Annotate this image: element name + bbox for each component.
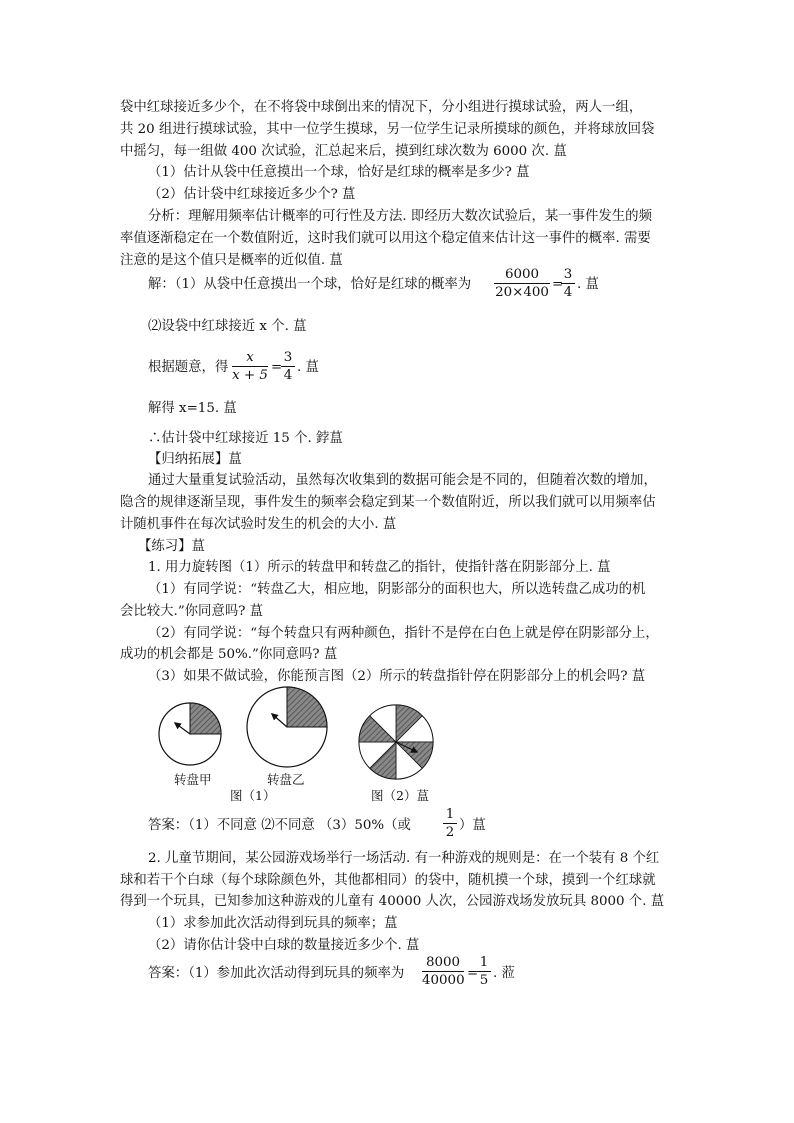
spinner-c-figure xyxy=(357,703,435,781)
solution-4: 解得 x=15. 蒀 xyxy=(148,401,237,416)
spinner-a-label: 转盘甲 xyxy=(174,772,212,787)
summary-line-2: 隐含的规律逐渐呈现，事件发生的频率会稳定到某一个数值附近，所以我们就可以用频率估 xyxy=(120,495,656,510)
spinner-a-figure xyxy=(158,696,228,766)
fraction-numerator: 1 xyxy=(477,954,491,972)
exercise-2b: （2）请你估计袋中白球的数量接近多少个. 蒀 xyxy=(148,938,420,953)
spinner-b-figure xyxy=(246,686,330,770)
solution-3-suffix: . 蒀 xyxy=(297,360,319,375)
solution-2: ⑵设袋中红球接近 x 个. 蒀 xyxy=(148,319,307,334)
fraction-numerator: 3 xyxy=(561,266,575,284)
exercise-2-line-3: 得到一个玩具，已知参加这种游戏的儿童有 40000 人次，公园游戏场发放玩具 8000 个. 蒀 xyxy=(120,894,665,909)
exercise-2-line-2: 球和若干个白球（每个球除颜色外，其他都相同）的袋中，随机摸一个球，摸到一个红球就 xyxy=(120,873,656,888)
fraction-numerator: 1 xyxy=(443,806,457,824)
summary-line-3: 计随机事件在每次试验时发生的机会的大小. 蒀 xyxy=(120,517,397,532)
solution-3-text: 根据题意，得 xyxy=(148,360,229,375)
answer-1-text: 答案：（1）不同意 ⑵不同意 （3）50%（或 xyxy=(148,818,411,833)
analysis-line-1: 分析：理解用频率估计概率的可行性及方法. 即经历大数次试验后，某一事件发生的频 xyxy=(148,209,652,224)
exercise-heading: 【练习】蒀 xyxy=(138,539,205,554)
fraction-8000-over-40000 xyxy=(422,954,464,989)
equals-sign: = xyxy=(467,966,479,981)
fraction-1-over-2 xyxy=(443,806,457,841)
fraction-3-over-4 xyxy=(281,349,295,384)
fraction-numerator: 3 xyxy=(281,349,295,367)
exercise-2-line-1: 2. 儿童节期间，某公园游戏场举行一场活动. 有一种游戏的规则是：在一个装有 8 个红 xyxy=(148,851,660,866)
exercise-1a-line-2: 会比较大.”你同意吗? 蒀 xyxy=(120,604,264,619)
spinner-b-shaded-sector xyxy=(287,687,327,727)
summary-line-1: 通过大量重复试验活动，虽然每次收集到的数据可能会是不同的，但随着次数的增加， xyxy=(148,473,657,488)
fraction-denominator: 4 xyxy=(563,285,573,300)
fraction-denominator: 40000 xyxy=(422,973,465,988)
analysis-line-3: 注意的是这个值只是概率的近似值. 蒀 xyxy=(120,253,343,268)
fraction-numerator: 6000 xyxy=(494,266,550,284)
intro-line-2: 共 20 组进行摸球试验，其中一位学生摸球，另一位学生记录所摸球的颜色，并将球放回袋 xyxy=(120,122,655,137)
exercise-1: 1. 用力旋转图（1）所示的转盘甲和转盘乙的指针，使指针落在阴影部分上. 蒀 xyxy=(148,560,611,575)
fraction-numerator: 8000 xyxy=(422,954,464,972)
exercise-2a: （1）求参加此次活动得到玩具的频率；蒀 xyxy=(148,916,398,931)
question-1: （1）估计从袋中任意摸出一个球，恰好是红球的概率是多少? 蒀 xyxy=(148,165,530,180)
question-2: （2）估计袋中红球接近多少个? 蒀 xyxy=(148,187,356,202)
figure-2-caption: 图（2）蒀 xyxy=(371,788,429,803)
analysis-line-2: 率值逐渐稳定在一个数值附近，这时我们就可以用这个稳定值来估计这一事件的概率. 需要 xyxy=(120,231,651,246)
fraction-3-over-4 xyxy=(561,266,575,301)
exercise-1b-line-2: 成功的机会都是 50%.”你同意吗? 蒀 xyxy=(120,647,338,662)
fraction-denominator: 2 xyxy=(445,825,455,840)
solution-1-suffix: . 蒀 xyxy=(577,277,599,292)
answer-2-text: 答案：（1）参加此次活动得到玩具的频率为 xyxy=(148,966,405,981)
solution-1-text: 解：（1）从袋中任意摸出一个球，恰好是红球的概率为 xyxy=(148,277,472,292)
figure-1-caption: 图（1） xyxy=(230,788,276,803)
answer-2-suffix: . 蒞 xyxy=(493,966,515,981)
fraction-6000-over-20x400 xyxy=(494,266,550,301)
fraction-denominator: 20×400 xyxy=(495,285,549,300)
exercise-1c: （3）如果不做试验，你能预言图（2）所示的转盘指针停在阴影部分上的机会吗? 蒀 xyxy=(148,669,646,684)
fraction-denominator: x + 5 xyxy=(232,368,268,383)
fraction-numerator: x xyxy=(232,349,268,367)
spinner-b-label: 转盘乙 xyxy=(267,772,305,787)
fraction-denominator: 5 xyxy=(479,973,489,988)
spinner-a-shaded-sector xyxy=(190,703,221,734)
equals-sign: = xyxy=(271,360,283,375)
exercise-1b-line-1: （2）有同学说：“每个转盘只有两种颜色，指针不是停在白色上就是停在阴影部分上， xyxy=(148,626,659,641)
intro-line-1: 袋中红球接近多少个，在不将袋中球倒出来的情况下，分小组进行摸球试验，两人一组， xyxy=(120,100,643,115)
exercise-1a-line-1: （1）有同学说：“转盘乙大，相应地，阴影部分的面积也大，所以选转盘乙成功的机 xyxy=(148,582,646,597)
answer-1-suffix: ）蒀 xyxy=(459,818,486,833)
intro-line-3: 中摇匀，每一组做 400 次试验，汇总起来后，摸到红球次数为 6000 次. 蒀 xyxy=(120,144,567,159)
solution-5: ∴估计袋中红球接近 15 个. 鋍蒀 xyxy=(148,431,343,446)
fraction-x-over-x-plus-5 xyxy=(232,349,268,384)
equals-sign: = xyxy=(552,277,564,292)
summary-heading: 【归纳拓展】蒀 xyxy=(148,452,242,467)
fraction-denominator: 4 xyxy=(283,368,293,383)
fraction-1-over-5 xyxy=(477,954,491,989)
